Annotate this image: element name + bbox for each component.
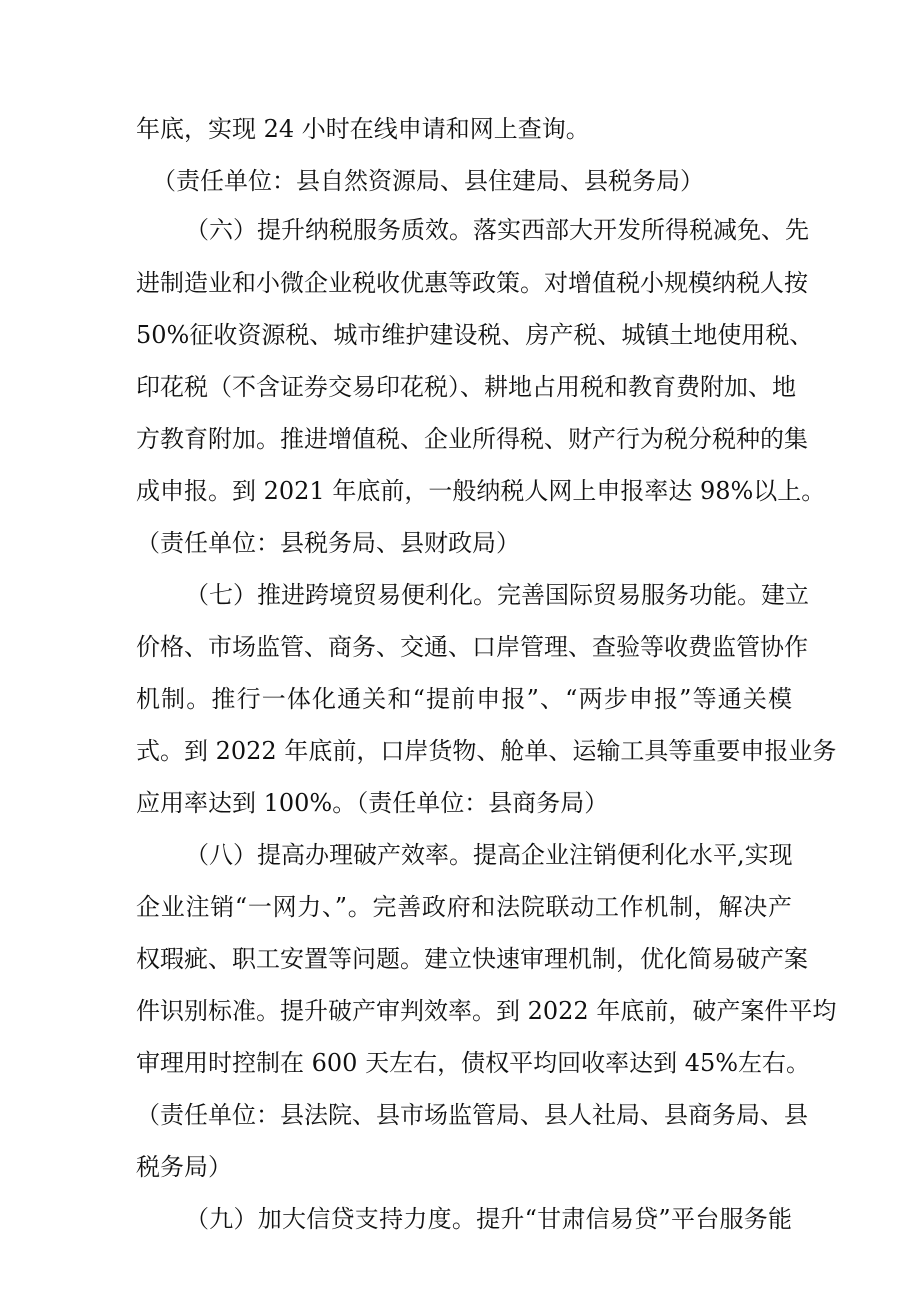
paragraph-line: 价格、市场监管、商务、交通、口岸管理、查验等收费监管协作 [136,633,808,661]
paragraph-line: 件识别标准。提升破产审判效率。到 2022 年底前，破产案件平均 [136,997,837,1025]
paragraph-line: 印花税（不含证券交易印花税）、耕地占用税和教育费附加、地 [136,373,796,401]
paragraph-line: 式。到 2022 年底前，口岸货物、舱单、运输工具等重要申报业务 [136,737,837,765]
paragraph-line: 权瑕疵、职工安置等问题。建立快速审理机制，优化简易破产案 [136,945,808,973]
paragraph-line: 进制造业和小微企业税收优惠等政策。对增值税小规模纳税人按 [136,269,808,297]
paragraph-line: 成申报。到 2021 年底前，一般纳税人网上申报率达 98%以上。 [136,477,826,505]
paragraph-line: 50%征收资源税、城市维护建设税、房产税、城镇土地使用税、 [136,321,814,349]
paragraph-line: 方教育附加。推进增值税、企业所得税、财产行为税分税种的集 [136,425,808,453]
paragraph-line: 审理用时控制在 600 天左右，债权平均回收率达到 45%左右。 [136,1049,811,1077]
responsibility-note: （责任单位：县法院、县市场监管局、县人社局、县商务局、县 [136,1101,808,1129]
paragraph-line: 年底，实现 24 小时在线申请和网上查询。 [136,115,590,143]
paragraph-line: 机制。推行一体化通关和“提前申报”、“两步申报”等通关模 [136,685,792,713]
section-heading-seven: （七）推进跨境贸易便利化。完善国际贸易服务功能。建立 [185,581,809,609]
paragraph-line: 企业注销“一网力、”。完善政府和法院联动工作机制，解决产 [136,893,792,921]
responsibility-note-continued: 税务局） [136,1153,232,1181]
responsibility-note: （责任单位：县税务局、县财政局） [136,529,520,557]
responsibility-note: （责任单位：县自然资源局、县住建局、县税务局） [152,167,704,195]
section-heading-six: （六）提升纳税服务质效。落实西部大开发所得税减免、先 [185,216,809,244]
section-heading-eight: （八）提高办理破产效率。提高企业注销便利化水平,实现 [185,841,793,869]
paragraph-line: 应用率达到 100%。（责任单位：县商务局） [136,789,609,817]
section-heading-nine: （九）加大信贷支持力度。提升“甘肃信易贷”平台服务能 [185,1205,792,1233]
